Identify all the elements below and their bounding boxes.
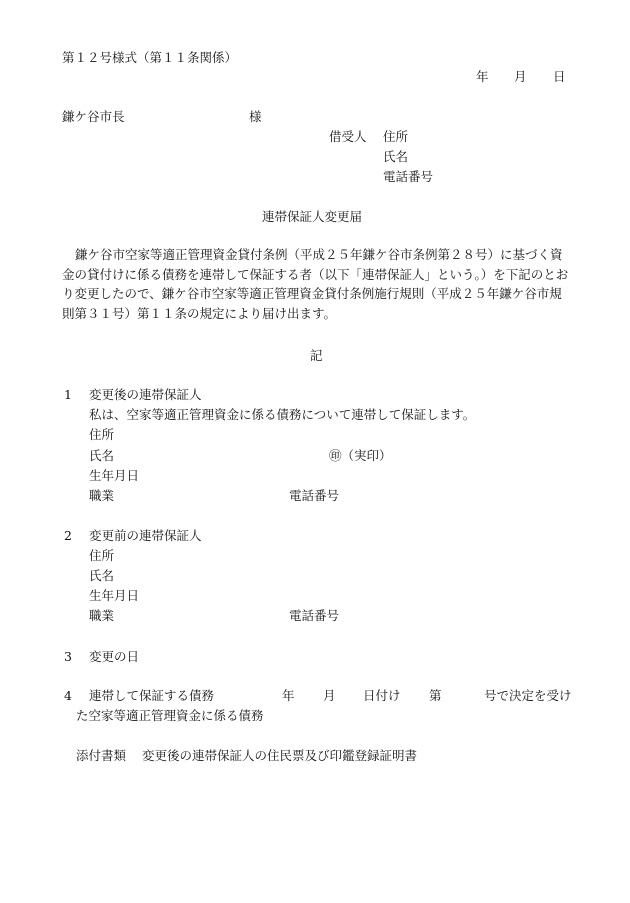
- attachment-label: 添付書類: [76, 748, 127, 763]
- section4-year: 年: [282, 688, 295, 703]
- section4-heading: 連帯して保証する債務: [89, 688, 215, 703]
- section1-statement: 私は、空家等適正管理資金に係る債務について連帯して保証します。: [89, 407, 476, 422]
- section1-phone-label: 電話番号: [289, 488, 340, 503]
- applicant-name-label: 氏名: [383, 149, 409, 164]
- section2-name-label: 氏名: [89, 568, 115, 583]
- section1-address-label: 住所: [89, 427, 115, 442]
- date-year: 年: [476, 69, 489, 84]
- applicant-address-label: 住所: [383, 129, 409, 144]
- section1-birthdate-label: 生年月日: [89, 468, 140, 483]
- section4-decision: 号で決定を受け: [484, 688, 572, 703]
- ki-heading: 記: [310, 348, 323, 363]
- date-month: 月: [514, 69, 527, 84]
- date-day: 日: [553, 69, 566, 84]
- section4-number: 4: [64, 688, 72, 703]
- section1-name-label: 氏名: [89, 448, 115, 463]
- section2-birthdate-label: 生年月日: [89, 588, 140, 603]
- section1-seal-mark: ㊞（実印）: [329, 448, 392, 463]
- section4-dated: 日付け: [363, 688, 401, 703]
- section2-phone-label: 電話番号: [289, 608, 340, 623]
- addressee-honorific: 様: [249, 109, 262, 124]
- section3-heading: 変更の日: [89, 649, 140, 664]
- section1-number: 1: [64, 387, 72, 402]
- applicant-phone-label: 電話番号: [383, 169, 434, 184]
- section4-month: 月: [323, 688, 336, 703]
- section1-occupation-label: 職業: [89, 488, 115, 503]
- section2-number: 2: [64, 528, 72, 543]
- section4-line2: た空家等適正管理資金に係る債務: [76, 708, 264, 723]
- section3-number: 3: [64, 649, 72, 664]
- attachment-text: 変更後の連帯保証人の住民票及び印鑑登録証明書: [142, 748, 418, 763]
- form-number: 第１２号様式（第１１条関係）: [62, 50, 238, 65]
- addressee-name: 鎌ケ谷市長: [62, 109, 125, 124]
- section2-occupation-label: 職業: [89, 608, 115, 623]
- document-title: 連帯保証人変更届: [262, 209, 363, 224]
- section1-heading: 変更後の連帯保証人: [89, 387, 202, 402]
- section2-heading: 変更前の連帯保証人: [89, 528, 202, 543]
- section4-dai: 第: [429, 688, 442, 703]
- body-paragraph: 鎌ケ谷市空家等適正管理資金貸付条例（平成２５年鎌ケ谷市条例第２８号）に基づく資金の貸付けに係る債務を連帯して保証する者（以下「連帯保証人」という。）を下記のとおり変更したので、鎌ケ谷市空家等適正管理資金貸付条例施行規則（平成２５年鎌ケ谷市規則第３１号）第１１条の規定により届け出ます。: [62, 247, 569, 321]
- applicant-label: 借受人: [329, 129, 367, 144]
- section2-address-label: 住所: [89, 548, 115, 563]
